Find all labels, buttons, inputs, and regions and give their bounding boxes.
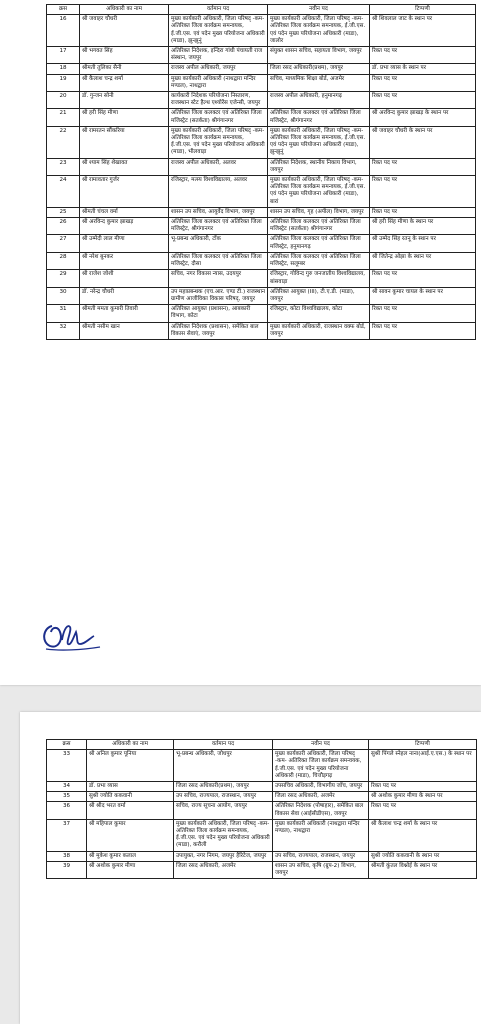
signature <box>38 618 110 652</box>
serial-cell: 24 <box>47 176 80 208</box>
header-new-post: नवीन पद <box>273 740 369 750</box>
current-post-cell: अतिरिक्त आयुक्त (प्रशासन), आबकारी विभाग, कोटा <box>169 305 268 322</box>
table-row <box>47 819 477 851</box>
serial-cell: 32 <box>47 322 80 339</box>
new-post-cell: उपसचिव अधिकारी, विभागीय जाँच, जयपुर <box>273 782 369 792</box>
remarks-cell: डॉ. प्रभा व्यास के स्थान पर <box>370 64 476 74</box>
new-post-cell: अतिरिक्त जिला कलक्टर एवं अतिरिक्त जिला मजिस्ट्रेट, हनुमानगढ़ <box>268 235 370 252</box>
remarks-cell: रिक्त पद पर <box>369 782 477 792</box>
remarks-cell: रिक्त पद पर <box>370 47 476 64</box>
new-post-cell: अतिरिक्त निदेशक, स्थानीय निकाय विभाग, जयपुर <box>268 158 370 175</box>
serial-cell: 21 <box>47 109 80 126</box>
officer-name-cell: श्री मुकेश कुमार कलाल <box>87 851 174 861</box>
table-row <box>47 287 476 304</box>
remarks-cell: सुश्री पिंगले स्नेहल नाना(आई.ए.एस.) के स्थान पर <box>369 750 477 782</box>
officer-name-cell: श्री श्रीद भरत वर्मा <box>87 802 174 819</box>
header-new-post: नवीन पद <box>268 5 370 15</box>
remarks-cell: रिक्त पद पर <box>370 270 476 287</box>
serial-cell: 25 <box>47 207 80 217</box>
table-row <box>47 92 476 109</box>
officer-name-cell: श्रीमती ममता कुमारी तिवारी <box>80 305 169 322</box>
officer-name-cell: श्री राजेश जोशी <box>80 270 169 287</box>
remarks-cell: रिक्त पद पर <box>370 305 476 322</box>
remarks-cell: श्री जवाहर चौधरी के स्थान पर <box>370 126 476 158</box>
serial-cell: 35 <box>47 792 87 802</box>
remarks-cell: श्री जितेन्द्र ओझा के स्थान पर <box>370 252 476 269</box>
new-post-cell: अतिरिक्त निदेशक (पोषाहार), समेकित बाल विकास सेवा (आईसीडीएस), जयपुर <box>273 802 369 819</box>
current-post-cell: भू-प्रबन्ध अधिकारी, टोंक <box>169 235 268 252</box>
serial-cell: 20 <box>47 92 80 109</box>
serial-cell: 37 <box>47 819 87 851</box>
serial-cell: 31 <box>47 305 80 322</box>
table-row <box>47 782 477 792</box>
new-post-cell: अतिरिक्त आयुक्त (III), टी.ए.डी. (माडा), जयपुर <box>268 287 370 304</box>
current-post-cell: भू-प्रबन्ध अधिकारी, जोधपुर <box>174 750 273 782</box>
serial-cell: 30 <box>47 287 80 304</box>
header-serial: क्रस <box>47 740 87 750</box>
current-post-cell: मुख्य कार्यकारी अधिकारी, जिला परिषद् -कम- अतिरिक्त जिला कार्यक्रम समन्वयक, ई.जी.एस. एवं पदेन मुख्य परियोजना अधिकारी (माडा), भीलवाड़ा <box>169 126 268 158</box>
officer-name-cell: सुश्री ज्योति ककवानी <box>87 792 174 802</box>
current-post-cell: राजस्व अपील अधिकारी, अलवर <box>169 158 268 175</box>
table-row <box>47 235 476 252</box>
table-row <box>47 802 477 819</box>
current-post-cell: जिला रसद अधिकारी, अजमेर <box>174 861 273 878</box>
current-post-cell: अतिरिक्त जिला कलक्टर एवं अतिरिक्त जिला मजिस्ट्रेट, श्रीगंगानगर <box>169 218 268 235</box>
table-row <box>47 15 476 47</box>
header-officer-name: अधिकारी का नाम <box>87 740 174 750</box>
remarks-cell: रिक्त पद पर <box>370 158 476 175</box>
new-post-cell: सचिव, माध्यमिक शिक्षा बोर्ड, अजमेर <box>268 74 370 91</box>
header-row <box>47 740 477 750</box>
header-remarks: टिप्पणी <box>369 740 477 750</box>
current-post-cell: जिला रसद अधिकारी(प्रथम), जयपुर <box>174 782 273 792</box>
officer-name-cell: श्री रामावतार गुर्जर <box>80 176 169 208</box>
remarks-cell: रिक्त पद पर <box>370 92 476 109</box>
officer-name-cell: श्रीमती चंचल वर्मा <box>80 207 169 217</box>
table-row <box>47 305 476 322</box>
officer-name-cell: श्री हरी सिंह मीणा <box>80 109 169 126</box>
officer-name-cell: श्री श्याम सिंह शेखावत <box>80 158 169 175</box>
transfer-table-page-2 <box>46 739 477 879</box>
new-post-cell: जिला रसद अधिकारी(प्रथम), जयपुर <box>268 64 370 74</box>
officer-name-cell: श्रीमती नसीम खान <box>80 322 169 339</box>
remarks-cell: श्री अशोक कुमार मीणा के स्थान पर <box>369 792 477 802</box>
officer-name-cell: डॉ. प्रभा व्यास <box>87 782 174 792</box>
remarks-cell: श्री शिवलाल जाट के स्थान पर <box>370 15 476 47</box>
serial-cell: 22 <box>47 126 80 158</box>
remarks-cell: रिक्त पद पर <box>370 74 476 91</box>
current-post-cell: मुख्य कार्यकारी अधिकारी, जिला परिषद् -कम- अतिरिक्त जिला कार्यक्रम समन्वयक, ई.जी.एस. एवं पदेन मुख्य परियोजना अधिकारी (माडा), झुन्झुनूं <box>169 15 268 47</box>
remarks-cell: सुश्री ज्योति ककवानी के स्थान पर <box>369 851 477 861</box>
officer-name-cell: श्री भगवत सिंह <box>80 47 169 64</box>
officer-name-cell: श्रीमती तुलिका सैनी <box>80 64 169 74</box>
new-post-cell: शासन उप सचिव, कृषि (ग्रुप-2) विभाग, जयपुर <box>273 861 369 878</box>
document-page-2 <box>20 712 481 1024</box>
new-post-cell: अतिरिक्त जिला कलक्टर एवं अतिरिक्त जिला मजिस्ट्रेट, सलूम्बर <box>268 252 370 269</box>
serial-cell: 28 <box>47 252 80 269</box>
new-post-cell: अतिरिक्त जिला कलक्टर एवं अतिरिक्त जिला मजिस्ट्रेट (सतर्कता) श्रीगंगानगर <box>268 218 370 235</box>
new-post-cell: रजिस्ट्रार, कोटा विश्वविद्यालय, कोटा <box>268 305 370 322</box>
current-post-cell: मुख्य कार्यकारी अधिकारी, जिला परिषद् -कम- अतिरिक्त जिला कार्यक्रम समन्वयक, ई.जी.एस. एवं पदेन मुख्य परियोजना अधिकारी (माडा), करौली <box>174 819 273 851</box>
new-post-cell: रजिस्ट्रार, गोविन्द गुरु जनजातीय विश्वविद्यालय, बांसवाड़ा <box>268 270 370 287</box>
table-row <box>47 207 476 217</box>
serial-cell: 34 <box>47 782 87 792</box>
table-row <box>47 792 477 802</box>
remarks-cell: श्री कैलाश चन्द्र शर्मा के स्थान पर <box>369 819 477 851</box>
header-row <box>47 5 476 15</box>
new-post-cell: मुख्य कार्यकारी अधिकारी, जिला परिषद् -कम- अतिरिक्त जिला कार्यक्रम समन्वयक, ई.जी.एस. एवं पदेन मुख्य परियोजना अधिकारी (माडा), चित्तौड़गढ़ <box>273 750 369 782</box>
table-body-page-2 <box>47 750 477 879</box>
serial-cell: 23 <box>47 158 80 175</box>
remarks-cell: रिक्त पद पर <box>370 322 476 339</box>
serial-cell: 29 <box>47 270 80 287</box>
new-post-cell: उप सचिव, राज्यपाल, राजस्थान, जयपुर <box>273 851 369 861</box>
remarks-cell: श्री अरविन्द कुमार झाखड़ के स्थान पर <box>370 109 476 126</box>
officer-name-cell: श्री कैलाश चन्द्र शर्मा <box>80 74 169 91</box>
remarks-cell: श्री उम्मेद सिंह रतनू के स्थान पर <box>370 235 476 252</box>
remarks-cell: रिक्त पद पर <box>370 176 476 208</box>
new-post-cell: मुख्य कार्यकारी अधिकारी, जिला परिषद् -कम- अतिरिक्त जिला कार्यक्रम समन्वयक, ई.जी.एस. एवं पदेन मुख्य परियोजना अधिकारी (माडा), जालोर <box>268 15 370 47</box>
serial-cell: 27 <box>47 235 80 252</box>
table-row <box>47 861 477 878</box>
serial-cell: 18 <box>47 64 80 74</box>
new-post-cell: शासन उप सचिव, गृह (अपील) विभाग, जयपुर <box>268 207 370 217</box>
current-post-cell: अतिरिक्त जिला कलक्टर एवं अतिरिक्त जिला मजिस्ट्रेट, दौसा <box>169 252 268 269</box>
table-row <box>47 47 476 64</box>
header-current-post: वर्तमान पद <box>174 740 273 750</box>
serial-cell: 38 <box>47 851 87 861</box>
officer-name-cell: श्री उम्मेदी लाल मीणा <box>80 235 169 252</box>
table-row <box>47 64 476 74</box>
new-post-cell: मुख्य कार्यकारी अधिकारी, राजस्थान वक्फ बोर्ड, जयपुर <box>268 322 370 339</box>
serial-cell: 26 <box>47 218 80 235</box>
new-post-cell: जिला रसद अधिकारी, अजमेर <box>273 792 369 802</box>
header-serial: क्रस <box>47 5 80 15</box>
current-post-cell: उपायुक्त, नगर निगम, जयपुर हैरिटेज, जयपुर <box>174 851 273 861</box>
header-remarks: टिप्पणी <box>370 5 476 15</box>
table-row <box>47 218 476 235</box>
table-row <box>47 270 476 287</box>
current-post-cell: अतिरिक्त निदेशक (प्रशासन), समेकित बाल विकास सेवाएं, जयपुर <box>169 322 268 339</box>
current-post-cell: राजस्व अपील अधिकारी, जयपुर <box>169 64 268 74</box>
current-post-cell: उप सचिव, राज्यपाल, राजस्थान, जयपुर <box>174 792 273 802</box>
remarks-cell: रिक्त पद पर <box>369 802 477 819</box>
table-row <box>47 74 476 91</box>
table-row <box>47 252 476 269</box>
new-post-cell: अतिरिक्त जिला कलक्टर एवं अतिरिक्त जिला मजिस्ट्रेट, श्रीगंगानगर <box>268 109 370 126</box>
serial-cell: 17 <box>47 47 80 64</box>
current-post-cell: रजिस्ट्रार, मत्स्य विश्वविद्यालय, अलवर <box>169 176 268 208</box>
remarks-cell: श्रीमती कुंतल विश्नोई के स्थान पर <box>369 861 477 878</box>
remarks-cell: रिक्त पद पर <box>370 207 476 217</box>
officer-name-cell: श्री रामरतन सौंकरिया <box>80 126 169 158</box>
new-post-cell: मुख्य कार्यकारी अधिकारी (नाथद्वारा मन्दिर मण्डल), नाथद्वारा <box>273 819 369 851</box>
serial-cell: 16 <box>47 15 80 47</box>
officer-name-cell: श्री अनिल कुमार पूनिया <box>87 750 174 782</box>
header-current-post: वर्तमान पद <box>169 5 268 15</box>
table-row <box>47 126 476 158</box>
new-post-cell: मुख्य कार्यकारी अधिकारी, जिला परिषद् -कम- अतिरिक्त जिला कार्यक्रम समन्वयक, ई.जी.एस. एवं पदेन मुख्य परियोजना अधिकारी (माडा), बारां <box>268 176 370 208</box>
new-post-cell: मुख्य कार्यकारी अधिकारी, जिला परिषद् -कम- अतिरिक्त जिला कार्यक्रम समन्वयक, ई.जी.एस. एवं पदेन मुख्य परियोजना अधिकारी (माडा), झुन्झुनूं <box>268 126 370 158</box>
table-row <box>47 158 476 175</box>
table-body-page-1 <box>47 15 476 340</box>
remarks-cell: श्री सावन कुमार चायल के स्थान पर <box>370 287 476 304</box>
table-row <box>47 109 476 126</box>
header-officer-name: अधिकारी का नाम <box>80 5 169 15</box>
officer-name-cell: श्री अशोक कुमार मीणा <box>87 861 174 878</box>
serial-cell: 33 <box>47 750 87 782</box>
current-post-cell: उप महाप्रबन्धक (एच.आर. एण्ड टी.) राजस्थान ग्रामीण आजीविका विकास परिषद्, जयपुर <box>169 287 268 304</box>
officer-name-cell: श्री जवाहर चौधरी <box>80 15 169 47</box>
table-row <box>47 176 476 208</box>
current-post-cell: अतिरिक्त जिला कलक्टर एवं अतिरिक्त जिला मजिस्ट्रेट (सतर्कता) श्रीगंगानगर <box>169 109 268 126</box>
new-post-cell: संयुक्त शासन सचिव, सहायता विभाग, जयपुर <box>268 47 370 64</box>
officer-name-cell: श्री नरेश बुनकर <box>80 252 169 269</box>
officer-name-cell: श्री अरविन्द कुमार झाखड़ <box>80 218 169 235</box>
new-post-cell: राजस्व अपील अधिकारी, हनुमानगढ़ <box>268 92 370 109</box>
serial-cell: 19 <box>47 74 80 91</box>
current-post-cell: कार्यकारी निदेशक परियोजना निस्तारण, राजस्थान स्टेट हैल्थ एश्योरेंस एजेन्सी, जयपुर <box>169 92 268 109</box>
current-post-cell: अतिरिक्त निदेशक, इन्दिरा गांधी पंचायती राज संस्थान, जयपुर <box>169 47 268 64</box>
table-row <box>47 750 477 782</box>
officer-name-cell: डॉ. गुन्जन सोनी <box>80 92 169 109</box>
officer-name-cell: डॉ. नरेन्द्र चौधरी <box>80 287 169 304</box>
current-post-cell: सचिव, नगर विकास न्यास, उदयपुर <box>169 270 268 287</box>
serial-cell: 39 <box>47 861 87 878</box>
officer-name-cell: श्री महिपाल कुमार <box>87 819 174 851</box>
current-post-cell: शासन उप सचिव, आयुर्वेद विभाग, जयपुर <box>169 207 268 217</box>
serial-cell: 36 <box>47 802 87 819</box>
current-post-cell: मुख्य कार्यकारी अधिकारी (नाथद्वारा मन्दिर मण्डल), नाथद्वारा <box>169 74 268 91</box>
table-row <box>47 322 476 339</box>
remarks-cell: श्री हरी सिंह मीणा के स्थान पर <box>370 218 476 235</box>
transfer-table-page-1 <box>46 4 476 340</box>
current-post-cell: सचिव, राज्य सूचना आयोग, जयपुर <box>174 802 273 819</box>
table-row <box>47 851 477 861</box>
